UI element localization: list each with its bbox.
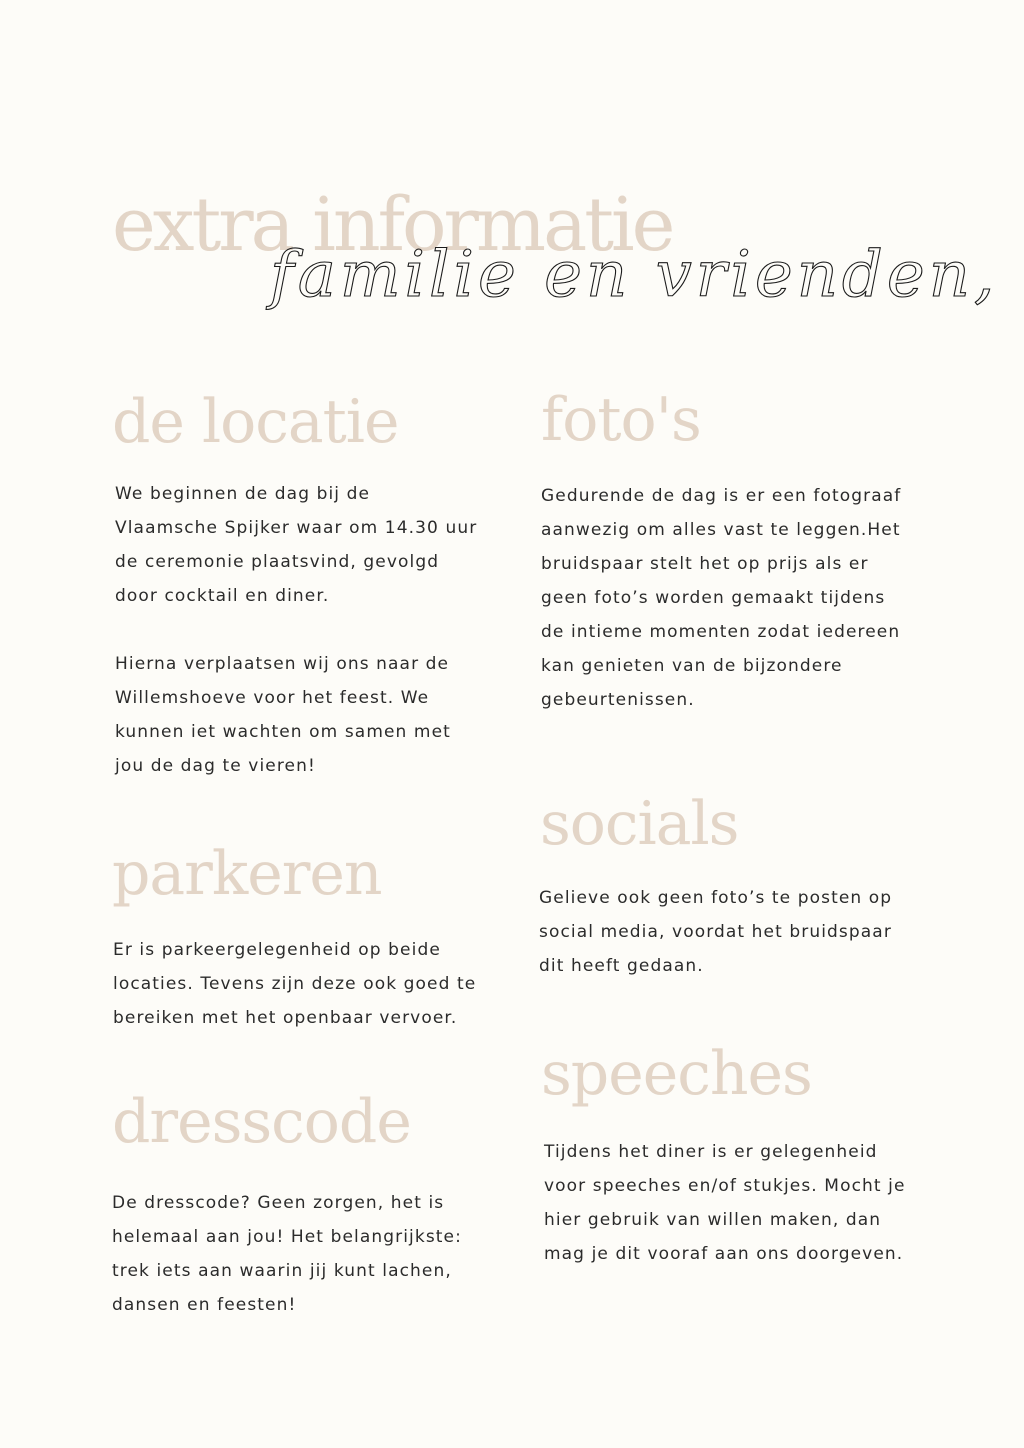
script-subtitle-text: familie en vrienden, [270, 238, 999, 312]
section-title-dresscode: dresscode [112, 1087, 411, 1157]
locatie-paragraph-2: Hierna verplaatsen wij ons naar de Willemshoeve voor het feest. We kunnen iet wachten om samen met jou de dag te vieren! [115, 654, 451, 776]
section-title-fotos: foto's [541, 385, 701, 455]
section-title-socials: socials [540, 789, 739, 859]
section-title-speeches: speeches [541, 1039, 812, 1109]
dresscode-text: De dresscode? Geen zorgen, het is helemaal aan jou! Het belangrijkste: trek iets aan waarin jij kunt lachen, dansen en feesten! [112, 1193, 462, 1315]
fotos-text: Gedurende de dag is er een fotograaf aanwezig om alles vast te leggen.Het bruidspaar stelt het op prijs als er geen foto’s worden gemaakt tijdens de intieme momenten zodat iedereen kan genieten van de bijzondere gebeurtenissen. [541, 486, 902, 710]
socials-text: Gelieve ook geen foto’s te posten op social media, voordat het bruidspaar dit heeft gedaan. [539, 888, 893, 976]
parkeren-text: Er is parkeergelegenheid op beide locaties. Tevens zijn deze ook goed te bereiken met het openbaar vervoer. [113, 940, 477, 1028]
locatie-paragraph-1: We beginnen de dag bij de Vlaamsche Spijker waar om 14.30 uur de ceremonie plaatsvind, gevolgd door cocktail en diner. [115, 484, 478, 606]
speeches-text: Tijdens het diner is er gelegenheid voor speeches en/of stukjes. Mocht je hier gebruik van willen maken, dan mag je dit vooraf aan ons doorgeven. [544, 1142, 906, 1264]
section-title-parkeren: parkeren [112, 839, 382, 909]
page-title: extra informatie [112, 182, 673, 268]
section-title-locatie: de locatie [112, 387, 399, 457]
script-subtitle [270, 218, 999, 348]
